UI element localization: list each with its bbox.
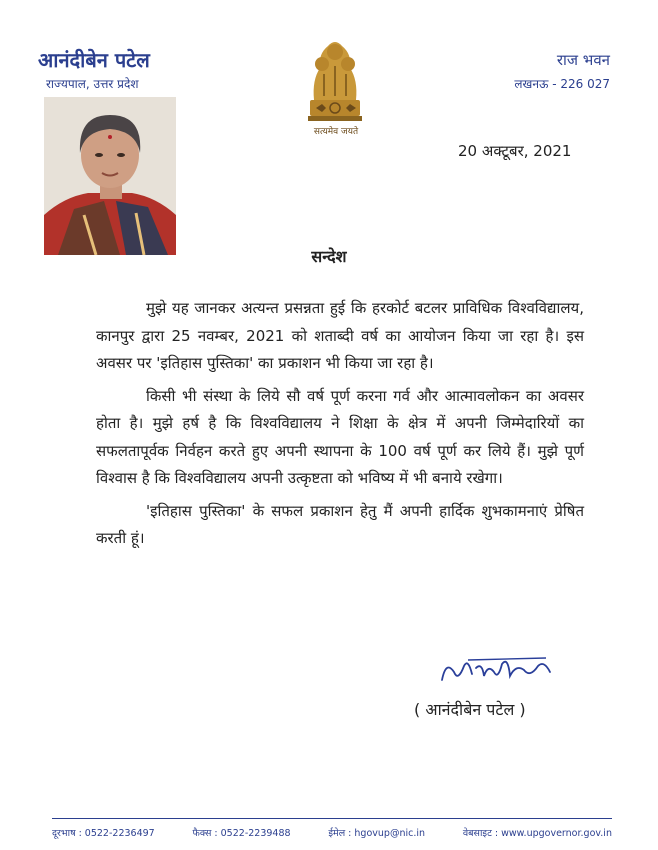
handwritten-signature (438, 652, 558, 692)
national-emblem-icon (300, 30, 370, 136)
message-heading: सन्देश (311, 247, 347, 266)
message-body (96, 295, 584, 558)
message-paragraph: मुझे यह जानकर अत्यन्त प्रसन्नता हुई कि हरकोर्ट बटलर प्राविधिक विश्वविद्यालय, कानपुर द्वारा 25 नवम्बर, 2021 को शताब्दी वर्ष का आयोजन किया जा रहा है। इस अवसर पर 'इतिहास पुस्तिका' का प्रकाशन भी किया जा रहा है। (96, 299, 584, 372)
portrait-image (44, 97, 176, 255)
office-name: राज भवन (556, 51, 610, 69)
message-paragraph: किसी भी संस्था के लिये सौ वर्ष पूर्ण करना गर्व और आत्मावलोकन का अवसर होता है। मुझे हर्ष है कि विश्वविद्यालय ने शिक्षा के क्षेत्र में अपनी जिम्मेदारियों का सफलतापूर्वक निर्वहन करते हुए अपनी स्थापना के 100 वर्ष पूर्ण कर लिये हैं। मुझे पूर्ण विश्वास है कि विश्वविद्यालय अपनी उत्कृष्टता को भविष्य में भी बनाये रखेगा। (96, 386, 584, 487)
governor-photo (44, 97, 176, 255)
letter-date: 20 अक्टूबर, 2021 (458, 142, 572, 160)
emblem-motto: सत्यमेव जयते (313, 127, 359, 137)
footer-website: वेबसाइट : www.upgovernor.gov.in (462, 828, 612, 839)
footer-email: ईमेल : hgovup@nic.in (328, 828, 426, 839)
message-paragraph: 'इतिहास पुस्तिका' के सफल प्रकाशन हेतु मैं अपनी हार्दिक शुभकामनाएं प्रेषित करती हूं। (96, 501, 584, 547)
sender-name: आनंदीबेन पटेल (38, 48, 150, 72)
office-city-pin: लखनऊ - 226 027 (514, 77, 610, 91)
signatory-name: ( आनंदीबेन पटेल ) (414, 700, 526, 719)
footer-phone: दूरभाष : 0522-2236497 (52, 828, 155, 839)
footer-fax: फैक्स : 0522-2239488 (192, 828, 291, 839)
sender-designation: राज्यपाल, उत्तर प्रदेश (46, 77, 139, 91)
footer-divider (52, 818, 612, 819)
footer-contact (52, 826, 612, 839)
